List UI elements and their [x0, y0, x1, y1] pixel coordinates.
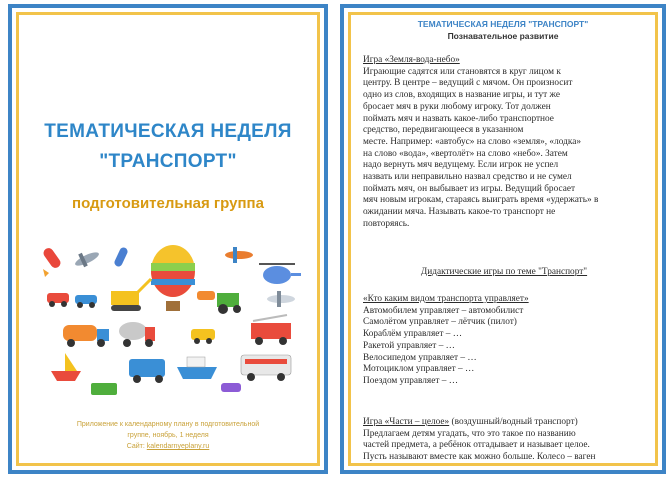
helicopter-icon: [259, 263, 301, 284]
game2-line: Самолётом управляет – лётчик (пилот): [363, 317, 517, 328]
fire-truck-icon: [251, 315, 291, 345]
game3-title-rest: (воздушный/водный транспорт): [451, 417, 578, 427]
section-title: Познавательное развитие: [447, 31, 559, 41]
transport-illustration: [41, 243, 303, 399]
content-header: ТЕМАТИЧЕСКАЯ НЕДЕЛЯ "ТРАНСПОРТ": [417, 19, 589, 29]
excavator-icon: [111, 279, 151, 311]
boat-icon: [51, 353, 81, 381]
cover-footnote-line1: Приложение к календарному плану в подготовительной: [76, 421, 260, 428]
car-icon: [47, 293, 69, 307]
game1-line: одно из слов, входящих в название игры, и тут же: [363, 90, 560, 101]
car-icon: [221, 383, 241, 392]
game1-line: мяч новым игрокам, стараясь выиграть время «удержать» в: [363, 195, 599, 206]
game2-line: Автомобилем управляет – автомобилист: [363, 305, 524, 316]
game1-line: средство, передвигающееся в указанном: [363, 125, 524, 136]
game2-line: Поездом управляет – …: [363, 375, 458, 386]
game3-block: [363, 417, 645, 464]
airplane-icon: [225, 247, 253, 263]
car-icon: [197, 291, 215, 300]
cover-footnote-line3: [19, 441, 317, 452]
game3-line: частей предмета, а ребёнок отгадывает и называет целое.: [363, 440, 590, 451]
game1-title: Игра «Земля-вода-небо»: [363, 55, 460, 65]
didactic-title: Дидактические игры по теме "Транспорт": [420, 267, 588, 277]
cover-title-line1: ТЕМАТИЧЕСКАЯ НЕДЕЛЯ: [44, 121, 292, 142]
game2-block: [363, 294, 645, 388]
content-page: [340, 4, 666, 474]
game3-line: Пусть называют вместе как можно больше. Колесо – ваген: [363, 452, 596, 463]
game1-line: надо вернуть мяч ведущему. Если игрок не успел: [363, 160, 559, 171]
tractor-icon: [217, 293, 241, 314]
game1-block: [363, 55, 645, 231]
game3-title: Игра «Части – целое»: [363, 417, 450, 427]
site-link[interactable]: kalendarnyeplany.ru: [146, 443, 210, 450]
game3-line: Предлагаем детям угадать, что это такое по названию: [363, 428, 576, 439]
rocket-icon: [42, 246, 63, 277]
cement-mixer-icon: [119, 322, 155, 347]
game2-line: Велосипедом управляет – …: [363, 352, 477, 363]
game1-line: месте. Например: «автобус» на слово «земля», «лодка»: [363, 136, 581, 147]
game1-line: назвать или неправильно назвал средство и не сумел: [363, 172, 572, 183]
game1-line: повторяясь.: [363, 218, 410, 229]
cover-page: [8, 4, 328, 474]
game1-line: ожидании мяча. Называть какое-то транспорт не: [363, 207, 556, 218]
cover-title-line2: "ТРАНСПОРТ": [99, 151, 237, 172]
game2-line: Кораблём управляет – …: [363, 329, 462, 340]
airplane-icon: [74, 250, 101, 268]
bus-icon: [241, 355, 291, 381]
hot-air-balloon-icon: [151, 245, 195, 311]
cover-inner-frame: [16, 12, 320, 466]
cover-subtitle: подготовительная группа: [72, 195, 264, 212]
ship-icon: [177, 357, 217, 379]
game1-line: на слово «вода», «вертолёт» на слово «небо». Затем: [363, 148, 568, 159]
game2-line: Мотоциклом управляет – …: [363, 364, 475, 375]
taxi-icon: [191, 329, 215, 344]
van-icon: [129, 359, 165, 383]
cover-footnote-line2: группе, ноябрь, 1 неделя: [127, 432, 209, 439]
game1-line: поймать мяч и назвать какое-либо транспортное: [363, 113, 554, 124]
car-icon: [75, 295, 97, 308]
game1-line: Играющие садятся или становятся в круг лицом к: [363, 66, 561, 77]
game1-text: [363, 67, 645, 231]
didactic-block: [363, 267, 645, 279]
site-label: Сайт:: [126, 443, 145, 450]
rocket-icon: [113, 246, 129, 268]
train-icon: [91, 383, 117, 395]
airplane-icon: [267, 291, 295, 307]
game3-text: [363, 429, 645, 464]
game2-title: «Кто каким видом транспорта управляет»: [363, 294, 529, 304]
game2-line: Ракетой управляет – …: [363, 340, 455, 351]
game1-line: поймать мяч, он выбывает из игры. Ведущий бросает: [363, 183, 576, 194]
content-inner-frame: [348, 12, 658, 466]
game1-line: бросает мяч в руки любому игроку. Тот должен: [363, 101, 551, 112]
game1-line: центру. В центре – ведущий с мячом. Он произносит: [363, 78, 573, 89]
game2-text: [363, 306, 645, 388]
tanker-truck-icon: [63, 325, 109, 347]
